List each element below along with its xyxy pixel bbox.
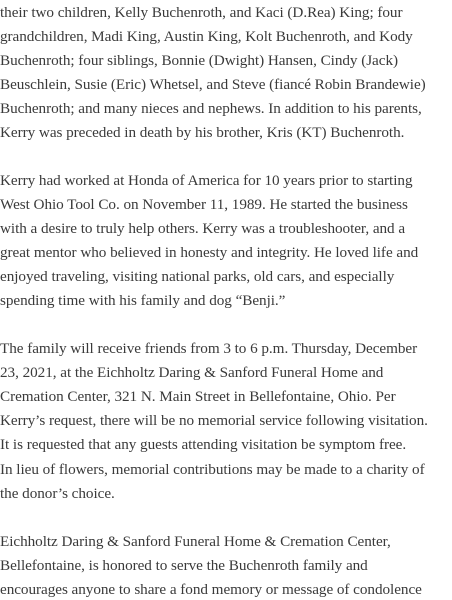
paragraph-survivors [0,1,436,144]
text-line: In lieu of flowers, memorial contributions may be made to a charity of [0,461,425,478]
paragraph-visitation [0,337,438,457]
text-line: Bellefontaine, is honored to serve the Buchenroth family and [0,556,368,574]
paragraph-career [0,169,428,312]
text-line: the donor’s choice. [0,484,115,502]
text-line: Kerry was preceded in death by his brother, Kris (KT) Buchenroth. [0,123,405,141]
text-line: The family will receive friends from 3 to 6 p.m. Thursday, December [0,340,418,357]
text-line: Cremation Center, 321 N. Main Street in Bellefontaine, Ohio. Per [0,387,396,405]
text-line: with a desire to truly help others. Kerry was a troubleshooter, and a [0,219,406,237]
text-line: their two children, Kelly Buchenroth, and Kaci (D.Rea) King; four [0,4,403,21]
text-line: West Ohio Tool Co. on November 11, 1989. He started the business [0,195,408,213]
text-line: It is requested that any guests attending visitation be symptom free. [0,435,407,453]
text-line: Beuschlein, Susie (Eric) Whetsel, and Steve (fiancé Robin Brandewie) [0,75,426,93]
text-line: Kerry had worked at Honda of America for 10 years prior to starting [0,172,413,189]
text-line: grandchildren, Madi King, Austin King, Kolt Buchenroth, and Kody [0,27,413,45]
text-line: Kerry’s request, there will be no memorial service following visitation. [0,411,428,429]
text-line: spending time with his family and dog “Benji.” [0,291,286,309]
text-line: encourages anyone to share a fond memory or message of condolence [0,580,422,598]
text-line: enjoyed traveling, visiting national parks, old cars, and especially [0,267,395,285]
text-line: great mentor who believed in honesty and integrity. He loved life and [0,243,419,261]
text-line: 23, 2021, at the Eichholtz Daring & Sanford Funeral Home and [0,363,384,381]
paragraph-memorial-contributions [0,458,435,506]
paragraph-funeral-home [0,530,432,600]
text-line: Buchenroth; four siblings, Bonnie (Dwight) Hansen, Cindy (Jack) [0,51,398,69]
text-line: Buchenroth; and many nieces and nephews. In addition to his parents, [0,99,422,117]
text-line: Eichholtz Daring & Sanford Funeral Home & Cremation Center, [0,533,391,550]
